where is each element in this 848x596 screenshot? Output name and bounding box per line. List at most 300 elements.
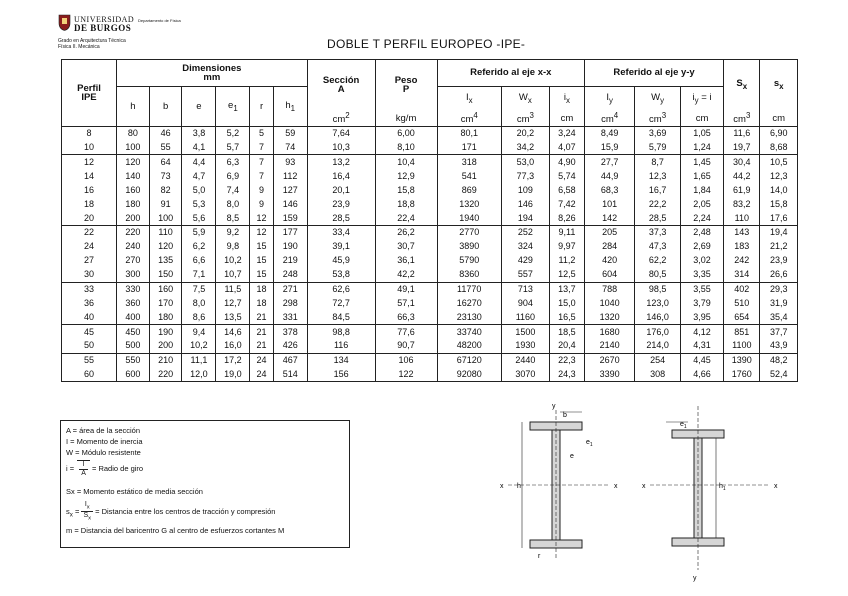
left-label-r: r <box>538 553 541 560</box>
right-label-x2: x <box>774 483 778 490</box>
table-cell: 27 <box>62 254 117 268</box>
table-cell: 8360 <box>437 268 501 282</box>
table-cell: 66,3 <box>375 311 437 325</box>
table-cell: 7,64 <box>307 127 375 141</box>
table-cell: 52,4 <box>760 367 798 381</box>
table-cell: 8,49 <box>584 127 634 141</box>
table-cell: 1320 <box>584 311 634 325</box>
department-label: Departamento de Física <box>138 18 181 23</box>
table-cell: 55 <box>62 353 117 367</box>
table-cell: 120 <box>116 155 149 169</box>
table-cell: 146 <box>501 197 549 211</box>
table-cell: 12,5 <box>549 268 584 282</box>
table-cell: 120 <box>149 240 182 254</box>
table-cell: 557 <box>501 268 549 282</box>
table-cell: 160 <box>149 282 182 296</box>
table-row <box>62 353 798 367</box>
table-row <box>62 339 798 353</box>
table-row <box>62 311 798 325</box>
table-cell: 7,42 <box>549 197 584 211</box>
table-cell: 22 <box>62 226 117 240</box>
table-cell: 904 <box>501 296 549 310</box>
table-cell: 159 <box>273 211 307 225</box>
table-cell: 1930 <box>501 339 549 353</box>
table-row <box>62 254 798 268</box>
table-cell: 8,68 <box>760 141 798 155</box>
table-cell: 13,5 <box>216 311 250 325</box>
table-cell: 146,0 <box>635 311 681 325</box>
table-cell: 22,3 <box>549 353 584 367</box>
table-cell: 360 <box>116 296 149 310</box>
header-seccion: Sección A <box>307 60 375 111</box>
table-cell: 271 <box>273 282 307 296</box>
table-cell: 308 <box>635 367 681 381</box>
left-label-e1: $e_1$ <box>586 439 593 448</box>
table-cell: 98,8 <box>307 325 375 339</box>
table-cell: 500 <box>116 339 149 353</box>
table-cell: 17,6 <box>760 211 798 225</box>
table-row <box>62 268 798 282</box>
table-row <box>62 211 798 225</box>
table-cell: 4,31 <box>680 339 723 353</box>
table-cell: 6,6 <box>182 254 216 268</box>
table-cell: 654 <box>724 311 760 325</box>
table-cell: 8,7 <box>635 155 681 169</box>
table-cell: 39,1 <box>307 240 375 254</box>
left-label-e: e <box>570 453 574 460</box>
table-cell: 12,3 <box>760 169 798 183</box>
header-ref-x: Referido al eje x-x <box>437 60 584 87</box>
header-dimensiones: Dimensiones mm <box>116 60 307 87</box>
table-cell: 5790 <box>437 254 501 268</box>
table-cell: 40 <box>62 311 117 325</box>
table-cell: 60 <box>62 367 117 381</box>
header-r: r <box>250 87 273 127</box>
table-cell: 134 <box>307 353 375 367</box>
table-cell: 3,69 <box>635 127 681 141</box>
table-cell: 1,84 <box>680 183 723 197</box>
table-cell: 9 <box>250 183 273 197</box>
table-cell: 6,3 <box>216 155 250 169</box>
table-cell: 80 <box>116 127 149 141</box>
header-peso: Peso P <box>375 60 437 111</box>
table-cell: 1,45 <box>680 155 723 169</box>
table-cell: 16,7 <box>635 183 681 197</box>
table-cell: 36 <box>62 296 117 310</box>
table-cell: 869 <box>437 183 501 197</box>
table-cell: 713 <box>501 282 549 296</box>
university-crest-icon <box>58 14 71 31</box>
table-cell: 15,9 <box>584 141 634 155</box>
table-cell: 20 <box>62 211 117 225</box>
table-cell: 400 <box>116 311 149 325</box>
table-cell: 109 <box>501 183 549 197</box>
table-cell: 77,3 <box>501 169 549 183</box>
table-cell: 18,8 <box>375 197 437 211</box>
table-cell: 48,2 <box>760 353 798 367</box>
header-wx: $W_x$ <box>501 87 549 111</box>
table-cell: 68,3 <box>584 183 634 197</box>
table-cell: 84,5 <box>307 311 375 325</box>
table-cell: 43,9 <box>760 339 798 353</box>
table-cell: 150 <box>149 268 182 282</box>
legend-modulus: W = Módulo resistente <box>66 448 141 457</box>
table-cell: 28,5 <box>635 211 681 225</box>
table-cell: 12,0 <box>182 367 216 381</box>
table-cell: 318 <box>437 155 501 169</box>
table-cell: 5,9 <box>182 226 216 240</box>
table-cell: 11,6 <box>724 127 760 141</box>
table-cell: 92080 <box>437 367 501 381</box>
table-cell: 240 <box>116 240 149 254</box>
table-cell: 8 <box>62 127 117 141</box>
table-cell: 14,0 <box>760 183 798 197</box>
unit-ry: cm <box>680 111 723 127</box>
table-cell: 24 <box>250 367 273 381</box>
table-cell: 851 <box>724 325 760 339</box>
table-cell: 14,6 <box>216 325 250 339</box>
table-cell: 20,1 <box>307 183 375 197</box>
table-cell: 3390 <box>584 367 634 381</box>
table-row <box>62 367 798 381</box>
unit-sx: $cm^3$ <box>724 111 760 127</box>
table-cell: 33 <box>62 282 117 296</box>
table-cell: 5,74 <box>549 169 584 183</box>
table-cell: 11,2 <box>549 254 584 268</box>
table-cell: 210 <box>149 353 182 367</box>
table-cell: 156 <box>307 367 375 381</box>
table-cell: 4,4 <box>182 155 216 169</box>
table-cell: 5,6 <box>182 211 216 225</box>
table-cell: 74 <box>273 141 307 155</box>
table-cell: 16,5 <box>549 311 584 325</box>
table-cell: 4,66 <box>680 367 723 381</box>
table-cell: 177 <box>273 226 307 240</box>
table-cell: 55 <box>149 141 182 155</box>
page-title: DOBLE T PERFIL EUROPEO -IPE- <box>327 37 526 51</box>
table-cell: 112 <box>273 169 307 183</box>
table-cell: 5,3 <box>182 197 216 211</box>
table-cell: 600 <box>116 367 149 381</box>
table-cell: 298 <box>273 296 307 310</box>
table-cell: 1,05 <box>680 127 723 141</box>
unit-wx: $cm^3$ <box>501 111 549 127</box>
right-label-h1: $h_1$ <box>719 483 726 492</box>
table-cell: 22,4 <box>375 211 437 225</box>
table-cell: 110 <box>724 211 760 225</box>
page-header <box>58 13 258 53</box>
table-cell: 23,9 <box>307 197 375 211</box>
table-cell: 15,8 <box>760 197 798 211</box>
table-cell: 205 <box>584 226 634 240</box>
table-cell: 143 <box>724 226 760 240</box>
table-cell: 64 <box>149 155 182 169</box>
table-cell: 510 <box>724 296 760 310</box>
table-cell: 4,1 <box>182 141 216 155</box>
table-row <box>62 282 798 296</box>
table-cell: 37,3 <box>635 226 681 240</box>
table-cell: 18 <box>250 296 273 310</box>
table-cell: 16 <box>62 183 117 197</box>
table-cell: 467 <box>273 353 307 367</box>
table-cell: 21 <box>250 325 273 339</box>
table-cell: 9,8 <box>216 240 250 254</box>
table-cell: 146 <box>273 197 307 211</box>
unit-rx: cm <box>549 111 584 127</box>
table-cell: 4,90 <box>549 155 584 169</box>
table-cell: 36,1 <box>375 254 437 268</box>
left-label-x2: x <box>614 483 618 490</box>
table-cell: 6,9 <box>216 169 250 183</box>
header-perfil: Perfil IPE <box>62 60 117 127</box>
table-cell: 3,35 <box>680 268 723 282</box>
table-cell: 219 <box>273 254 307 268</box>
table-cell: 10,5 <box>760 155 798 169</box>
table-cell: 35,4 <box>760 311 798 325</box>
table-cell: 34,2 <box>501 141 549 155</box>
table-cell: 220 <box>149 367 182 381</box>
table-cell: 15 <box>250 268 273 282</box>
table-cell: 33,4 <box>307 226 375 240</box>
table-cell: 19,0 <box>216 367 250 381</box>
table-cell: 314 <box>724 268 760 282</box>
table-cell: 9,4 <box>182 325 216 339</box>
unit-s: cm <box>760 111 798 127</box>
table-cell: 3,24 <box>549 127 584 141</box>
table-cell: 50 <box>62 339 117 353</box>
table-cell: 83,2 <box>724 197 760 211</box>
table-cell: 3,02 <box>680 254 723 268</box>
table-cell: 190 <box>273 240 307 254</box>
table-cell: 9,97 <box>549 240 584 254</box>
table-cell: 37,7 <box>760 325 798 339</box>
table-cell: 214,0 <box>635 339 681 353</box>
table-cell: 127 <box>273 183 307 197</box>
table-cell: 14 <box>62 169 117 183</box>
table-cell: 82 <box>149 183 182 197</box>
table-cell: 98,5 <box>635 282 681 296</box>
table-cell: 6,2 <box>182 240 216 254</box>
table-cell: 1100 <box>724 339 760 353</box>
table-cell: 160 <box>116 183 149 197</box>
header-ry: $i_y = i$ <box>680 87 723 111</box>
unit-iy: $cm^4$ <box>584 111 634 127</box>
degree-label: Grado en Arquitectura Técnica <box>58 38 126 44</box>
table-row <box>62 325 798 339</box>
table-cell: 5 <box>250 127 273 141</box>
table-cell: 200 <box>116 211 149 225</box>
table-cell: 16,0 <box>216 339 250 353</box>
table-cell: 16270 <box>437 296 501 310</box>
table-cell: 46 <box>149 127 182 141</box>
table-cell: 12 <box>250 226 273 240</box>
table-cell: 80,5 <box>635 268 681 282</box>
table-cell: 176,0 <box>635 325 681 339</box>
table-cell: 30,4 <box>724 155 760 169</box>
table-cell: 4,45 <box>680 353 723 367</box>
legend-area: A = área de la sección <box>66 426 141 435</box>
table-row <box>62 155 798 169</box>
left-section-diagram <box>508 410 610 560</box>
table-cell: 3,79 <box>680 296 723 310</box>
left-label-y: y <box>552 403 556 410</box>
table-cell: 123,0 <box>635 296 681 310</box>
table-cell: 183 <box>724 240 760 254</box>
header-e: e <box>182 87 216 127</box>
header-h1: $h_1$ <box>273 87 307 127</box>
table-cell: 13,7 <box>549 282 584 296</box>
table-cell: 248 <box>273 268 307 282</box>
right-section-diagram <box>650 406 770 570</box>
table-cell: 72,7 <box>307 296 375 310</box>
table-cell: 3890 <box>437 240 501 254</box>
table-row <box>62 240 798 254</box>
table-cell: 17,2 <box>216 353 250 367</box>
table-cell: 5,79 <box>635 141 681 155</box>
table-cell: 12,7 <box>216 296 250 310</box>
table-cell: 429 <box>501 254 549 268</box>
table-cell: 2140 <box>584 339 634 353</box>
table-cell: 8,10 <box>375 141 437 155</box>
ipe-table-body <box>62 127 798 382</box>
table-cell: 30,7 <box>375 240 437 254</box>
legend-shear-centre: m = Distancia del baricentro G al centro de esfuerzos cortantes M <box>66 526 285 535</box>
table-cell: 9,11 <box>549 226 584 240</box>
table-cell: 10 <box>62 141 117 155</box>
left-label-h: h <box>517 483 521 490</box>
table-cell: 24 <box>62 240 117 254</box>
table-cell: 420 <box>584 254 634 268</box>
right-label-x1: x <box>642 483 646 490</box>
table-cell: 73 <box>149 169 182 183</box>
table-cell: 33740 <box>437 325 501 339</box>
legend-radius: i = $\frac{I}{A}$ = Radio de giro <box>66 461 144 477</box>
table-cell: 135 <box>149 254 182 268</box>
course-label: Física II. Mecánica <box>58 44 100 50</box>
table-cell: 541 <box>437 169 501 183</box>
table-cell: 550 <box>116 353 149 367</box>
table-cell: 2770 <box>437 226 501 240</box>
table-cell: 242 <box>724 254 760 268</box>
table-cell: 10,2 <box>182 339 216 353</box>
legend-box <box>60 420 350 548</box>
legend-static-moment: Sx = Momento estático de media sección <box>66 487 203 496</box>
table-cell: 5,0 <box>182 183 216 197</box>
table-cell: 15 <box>250 254 273 268</box>
table-cell: 11770 <box>437 282 501 296</box>
table-cell: 2,48 <box>680 226 723 240</box>
table-cell: 180 <box>116 197 149 211</box>
table-cell: 7,4 <box>216 183 250 197</box>
table-cell: 2440 <box>501 353 549 367</box>
table-cell: 7 <box>250 169 273 183</box>
table-cell: 8,0 <box>216 197 250 211</box>
table-cell: 18 <box>62 197 117 211</box>
table-cell: 300 <box>116 268 149 282</box>
table-cell: 252 <box>501 226 549 240</box>
header-rx: $i_x$ <box>549 87 584 111</box>
table-cell: 4,07 <box>549 141 584 155</box>
university-name-line2: DE BURGOS <box>74 23 132 33</box>
table-cell: 1,24 <box>680 141 723 155</box>
table-cell: 194 <box>501 211 549 225</box>
unit-seccion: $cm^2$ <box>307 111 375 127</box>
table-cell: 12 <box>62 155 117 169</box>
table-cell: 170 <box>149 296 182 310</box>
table-cell: 6,00 <box>375 127 437 141</box>
table-cell: 48200 <box>437 339 501 353</box>
table-cell: 23130 <box>437 311 501 325</box>
header-h: h <box>116 87 149 127</box>
table-cell: 3,55 <box>680 282 723 296</box>
table-cell: 26,6 <box>760 268 798 282</box>
table-cell: 1040 <box>584 296 634 310</box>
table-cell: 5,2 <box>216 127 250 141</box>
table-row <box>62 127 798 141</box>
table-cell: 53,0 <box>501 155 549 169</box>
table-cell: 5,7 <box>216 141 250 155</box>
ipe-section-diagrams <box>490 400 790 590</box>
table-cell: 12,9 <box>375 169 437 183</box>
table-cell: 3,95 <box>680 311 723 325</box>
header-ref-y: Referido al eje y-y <box>584 60 723 87</box>
table-cell: 57,1 <box>375 296 437 310</box>
table-cell: 21 <box>250 339 273 353</box>
table-cell: 44,2 <box>724 169 760 183</box>
table-cell: 140 <box>116 169 149 183</box>
table-cell: 42,2 <box>375 268 437 282</box>
table-cell: 200 <box>149 339 182 353</box>
table-cell: 23,9 <box>760 254 798 268</box>
table-cell: 10,4 <box>375 155 437 169</box>
table-row <box>62 141 798 155</box>
table-cell: 1940 <box>437 211 501 225</box>
table-row <box>62 197 798 211</box>
table-cell: 49,1 <box>375 282 437 296</box>
table-cell: 44,9 <box>584 169 634 183</box>
left-label-x1: x <box>500 483 504 490</box>
table-cell: 22,2 <box>635 197 681 211</box>
table-cell: 330 <box>116 282 149 296</box>
table-cell: 9,2 <box>216 226 250 240</box>
table-cell: 93 <box>273 155 307 169</box>
table-cell: 16,4 <box>307 169 375 183</box>
table-cell: 2,05 <box>680 197 723 211</box>
table-cell: 20,4 <box>549 339 584 353</box>
table-cell: 30 <box>62 268 117 282</box>
table-cell: 1680 <box>584 325 634 339</box>
table-cell: 6,90 <box>760 127 798 141</box>
table-cell: 110 <box>149 226 182 240</box>
table-cell: 18,5 <box>549 325 584 339</box>
table-cell: 10,3 <box>307 141 375 155</box>
table-cell: 116 <box>307 339 375 353</box>
table-cell: 7,1 <box>182 268 216 282</box>
unit-peso: kg/m <box>375 111 437 127</box>
table-cell: 122 <box>375 367 437 381</box>
table-cell: 10,2 <box>216 254 250 268</box>
header-sx: $S_x$ <box>724 60 760 111</box>
table-cell: 2670 <box>584 353 634 367</box>
legend-distance: $s_x$ = $\frac{I_x}{S_x}$ = Distancia entre los centros de tracción y compresión <box>66 501 276 522</box>
table-cell: 7,5 <box>182 282 216 296</box>
table-cell: 29,3 <box>760 282 798 296</box>
table-cell: 15 <box>250 240 273 254</box>
table-cell: 1760 <box>724 367 760 381</box>
table-cell: 24,3 <box>549 367 584 381</box>
legend-inertia: I = Momento de inercia <box>66 437 143 446</box>
table-cell: 24 <box>250 353 273 367</box>
